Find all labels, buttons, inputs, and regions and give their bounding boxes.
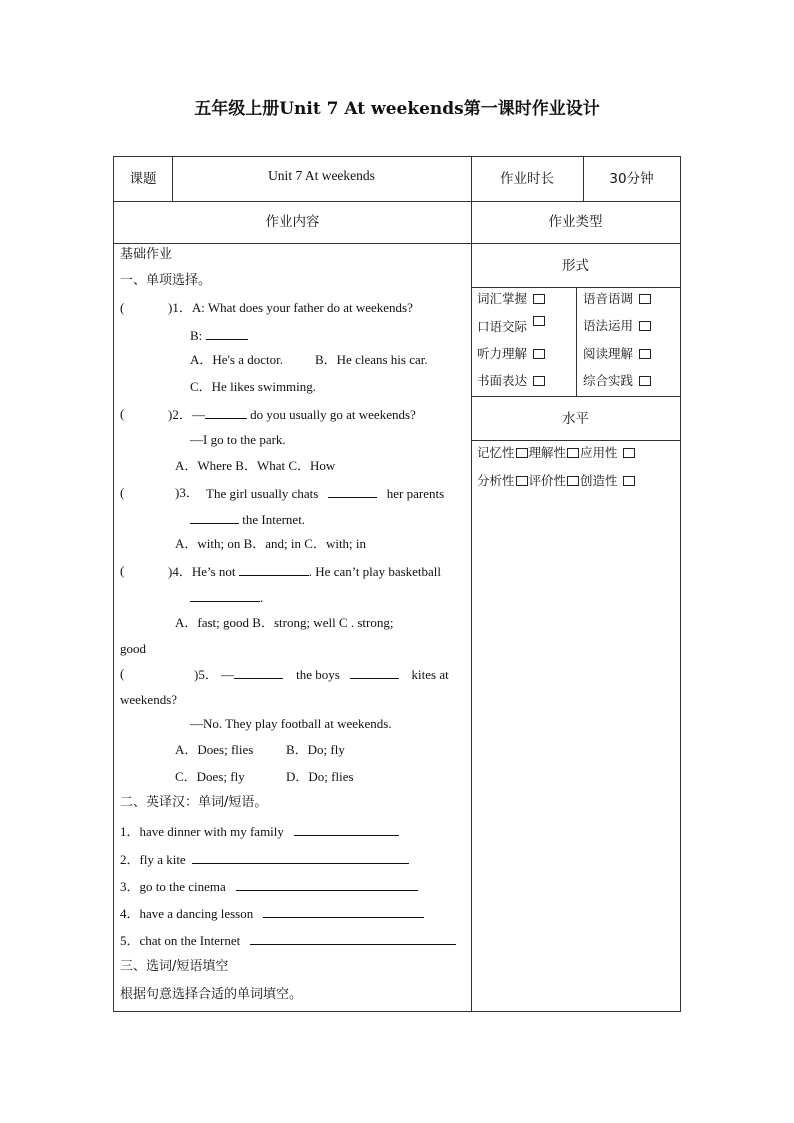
translation-item-3 (120, 878, 418, 895)
form-pron-label: 语音语调 (583, 291, 634, 306)
form-reading-label: 阅读理解 (583, 346, 634, 361)
col-divider (471, 157, 472, 1012)
answer-blank[interactable] (236, 878, 418, 891)
answer-blank[interactable] (263, 905, 424, 918)
q5-boys: the boys (296, 667, 340, 682)
row-divider (114, 201, 680, 202)
q4-b: . He can’t play basketball (308, 564, 442, 579)
q3-stem-2 (190, 511, 305, 528)
form-practice (583, 371, 651, 389)
form-reading (583, 344, 651, 362)
q2-options: A．Where B．What C．How (175, 458, 336, 473)
t2-text: 2．fly a kite (120, 852, 186, 867)
checkbox[interactable] (533, 294, 545, 304)
q5-option-c: C．Does; fly (175, 769, 245, 784)
q1-paren: ( (120, 300, 125, 315)
answer-blank[interactable] (294, 823, 399, 836)
answer-blank[interactable] (192, 851, 409, 864)
duration-value: 30分钟 (609, 171, 654, 187)
checkbox[interactable] (623, 448, 635, 458)
answer-blank[interactable] (234, 666, 283, 679)
checkbox[interactable] (639, 321, 651, 331)
checkbox[interactable] (639, 294, 651, 304)
t4-text: 4．have a dancing lesson (120, 906, 254, 921)
q3-options: A．with; on B．and; in C．with; in (175, 536, 367, 551)
checkbox[interactable] (533, 349, 545, 359)
q3-the: The girl usually chats (206, 486, 319, 501)
duration-label: 作业时长 (500, 171, 554, 187)
checkbox[interactable] (516, 476, 528, 486)
answer-blank[interactable] (239, 563, 309, 576)
answer-blank[interactable] (328, 485, 377, 498)
q2-paren: ( (120, 406, 125, 421)
q1-b-label: B: (190, 328, 203, 343)
t5-text: 5．chat on the Internet (120, 933, 241, 948)
t1-text: 1．have dinner with my family (120, 824, 284, 839)
section-2-heading: 二、英译汉：单词/短语。 (120, 795, 268, 810)
q2-answer: —I go to the park. (190, 432, 286, 447)
basic-heading: 基础作业 (120, 247, 173, 262)
form-vocab (477, 289, 545, 307)
q5-option-b: B．Do; fly (286, 742, 345, 757)
q5-answer: —No. They play football at weekends. (190, 716, 392, 731)
level-row-1 (477, 443, 635, 461)
section-3-description: 根据句意选择合适的单词填空。 (120, 987, 303, 1002)
answer-blank[interactable] (250, 932, 456, 945)
checkbox[interactable] (516, 448, 528, 458)
translation-item-1 (120, 823, 399, 840)
form-vocab-label: 词汇掌握 (477, 291, 528, 306)
answer-blank[interactable] (350, 666, 399, 679)
section-3-heading: 三、选词/短语填空 (120, 959, 229, 974)
q2-num: )2．— (168, 407, 205, 422)
checkbox[interactable] (567, 476, 579, 486)
answer-blank[interactable] (206, 327, 248, 340)
q5-kites: kites at (411, 667, 449, 682)
t3-text: 3．go to the cinema (120, 879, 226, 894)
form-oral (477, 316, 545, 335)
answer-blank[interactable] (205, 406, 247, 419)
q3-paren: ( (120, 485, 125, 500)
q5-option-a: A．Does; flies (175, 742, 254, 757)
translation-item-4 (120, 905, 424, 922)
checkbox[interactable] (533, 376, 545, 386)
q5-weekends: weekends? (120, 692, 178, 707)
q3-internet: the Internet. (242, 512, 306, 527)
checkbox[interactable] (639, 376, 651, 386)
level-analysis: 分析性 (477, 473, 515, 488)
form-label: 形式 (562, 258, 589, 274)
form-grammar-label: 语法运用 (583, 318, 634, 333)
type-label: 作业类型 (548, 214, 603, 230)
section-1-heading: 一、单项选择。 (120, 273, 212, 288)
form-grammar (583, 316, 651, 334)
q5-stem (194, 666, 449, 683)
answer-blank[interactable] (190, 589, 260, 602)
q1-option-b: B．He cleans his car. (315, 352, 428, 367)
q2-rest: do you usually go at weekends? (250, 407, 416, 422)
q4-dot: . (260, 590, 264, 605)
level-label: 水平 (562, 411, 589, 427)
homework-table (113, 156, 681, 1012)
q4-stem-2 (190, 589, 263, 606)
checkbox[interactable] (567, 448, 579, 458)
content-label: 作业内容 (265, 214, 320, 230)
col-divider (576, 287, 577, 396)
q1-option-c: C．He likes swimming. (190, 379, 317, 394)
q2-stem (168, 406, 416, 423)
row-divider (114, 243, 680, 244)
level-row-2 (477, 471, 635, 489)
q4-paren: ( (120, 563, 125, 578)
q5-paren: ( (120, 666, 125, 681)
checkbox[interactable] (533, 316, 545, 326)
page-title: 五年级上册Unit 7 At weekends第一课时作业设计 (194, 99, 600, 119)
q4-options: A．fast; good B．strong; well C . strong; (175, 615, 394, 630)
form-writing-label: 书面表达 (477, 373, 528, 388)
translation-item-5 (120, 932, 456, 949)
answer-blank[interactable] (190, 511, 239, 524)
q4-a: )4．He’s not (168, 564, 236, 579)
checkbox[interactable] (639, 349, 651, 359)
topic-label: 课题 (129, 171, 157, 187)
q3-stem (206, 485, 444, 502)
level-evaluation: 评价性 (528, 473, 567, 488)
row-divider (471, 440, 680, 441)
level-creation: 创造性 (580, 473, 618, 488)
form-pron (583, 289, 651, 307)
level-application: 应用性 (580, 445, 618, 460)
q4-stem (168, 563, 441, 580)
checkbox[interactable] (623, 476, 635, 486)
translation-item-2 (120, 851, 409, 868)
form-writing (477, 371, 545, 389)
row-divider (471, 396, 680, 397)
q5-a: )5． — (194, 667, 235, 682)
level-memory: 记忆性 (477, 445, 515, 460)
q3-parents: her parents (386, 486, 445, 501)
q1-option-a: A．He's a doctor. (190, 352, 283, 367)
form-listening-label: 听力理解 (477, 346, 528, 361)
topic-value: Unit 7 At weekends (268, 168, 375, 183)
q5-option-d: D．Do; flies (286, 769, 354, 784)
form-oral-label: 口语交际 (477, 319, 528, 334)
q3-number: )3． (175, 485, 199, 500)
q1-b (190, 327, 248, 344)
q1-stem: )1．A: What does your father do at weekends? (168, 300, 413, 315)
form-listening (477, 344, 545, 362)
form-practice-label: 综合实践 (583, 373, 634, 388)
level-understanding: 理解性 (528, 445, 567, 460)
q4-options-cont: good (120, 641, 146, 656)
